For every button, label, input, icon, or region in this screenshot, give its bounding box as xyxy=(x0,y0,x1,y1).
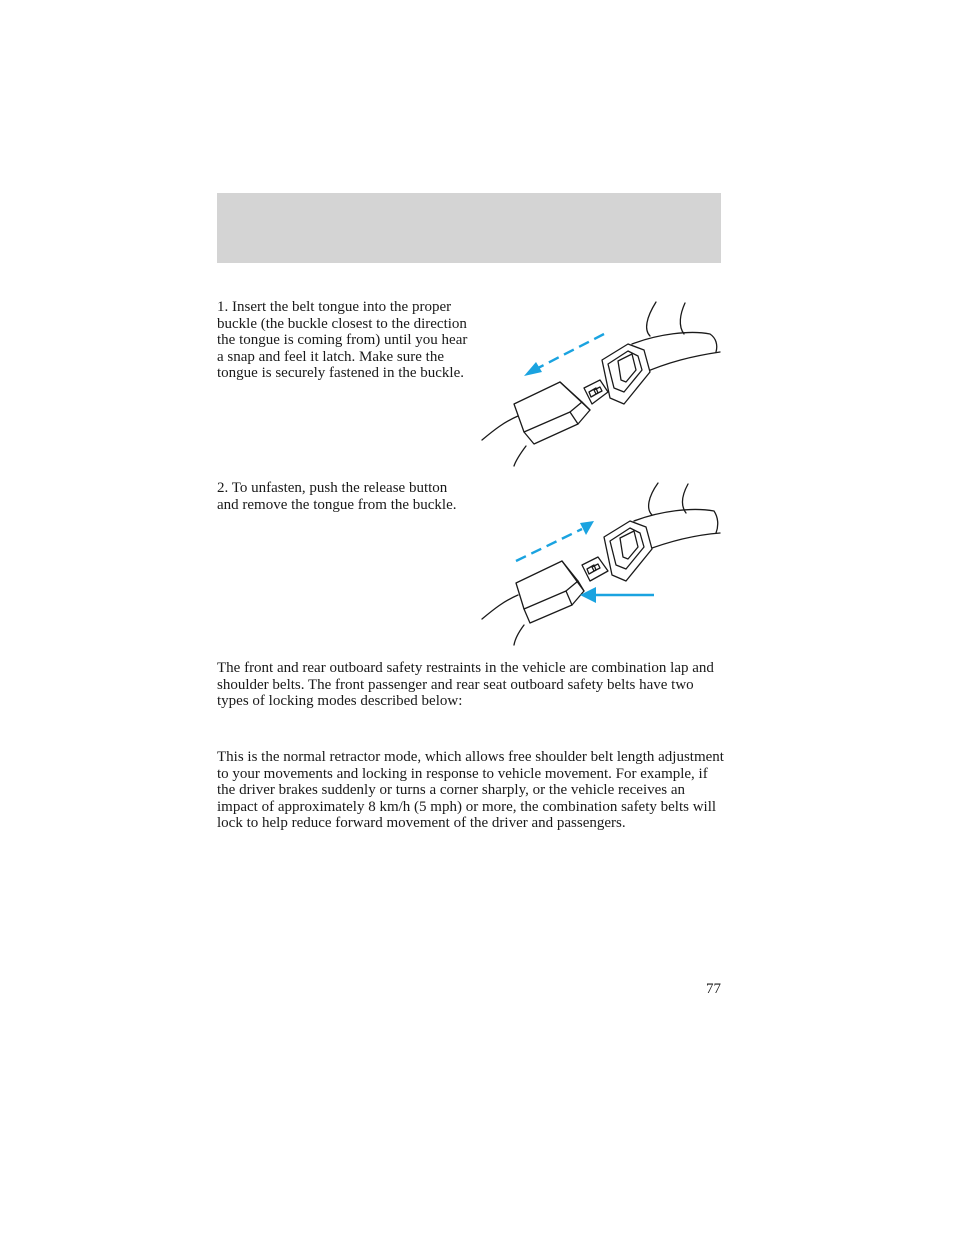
direction-arrow-icon xyxy=(516,521,594,561)
retractor-mode-paragraph: This is the normal retractor mode, which allows free shoulder belt length adjustment to your movements and locking in response to vehicle movement. For example, if the driver brakes suddenly or turns a corner sharply, or the vehicle receives an impact of approximately 8 km/h (5 mph) or more, the combination safety belts will lock to help reduce forward movement of the driver and passengers. xyxy=(217,749,724,831)
direction-arrow-icon xyxy=(524,334,604,376)
page-number: 77 xyxy=(706,981,721,997)
push-arrow-icon xyxy=(580,587,654,603)
seatbelt-unfasten-illustration xyxy=(478,481,723,649)
step-1-text: 1. Insert the belt tongue into the proper buckle (the buckle closest to the direction the tongue is coming from) until you hear a snap and feel it latch. Make sure the tongue is securely fastened in the buckle. xyxy=(217,299,468,381)
section-header-band xyxy=(217,193,721,263)
seatbelt-fasten-illustration xyxy=(478,300,723,468)
belts-intro-paragraph: The front and rear outboard safety restraints in the vehicle are combination lap and shoulder belts. The front passenger and rear seat outboard safety belts have two types of locking modes described below: xyxy=(217,660,714,709)
step-2-text: 2. To unfasten, push the release button and remove the tongue from the buckle. xyxy=(217,480,457,513)
